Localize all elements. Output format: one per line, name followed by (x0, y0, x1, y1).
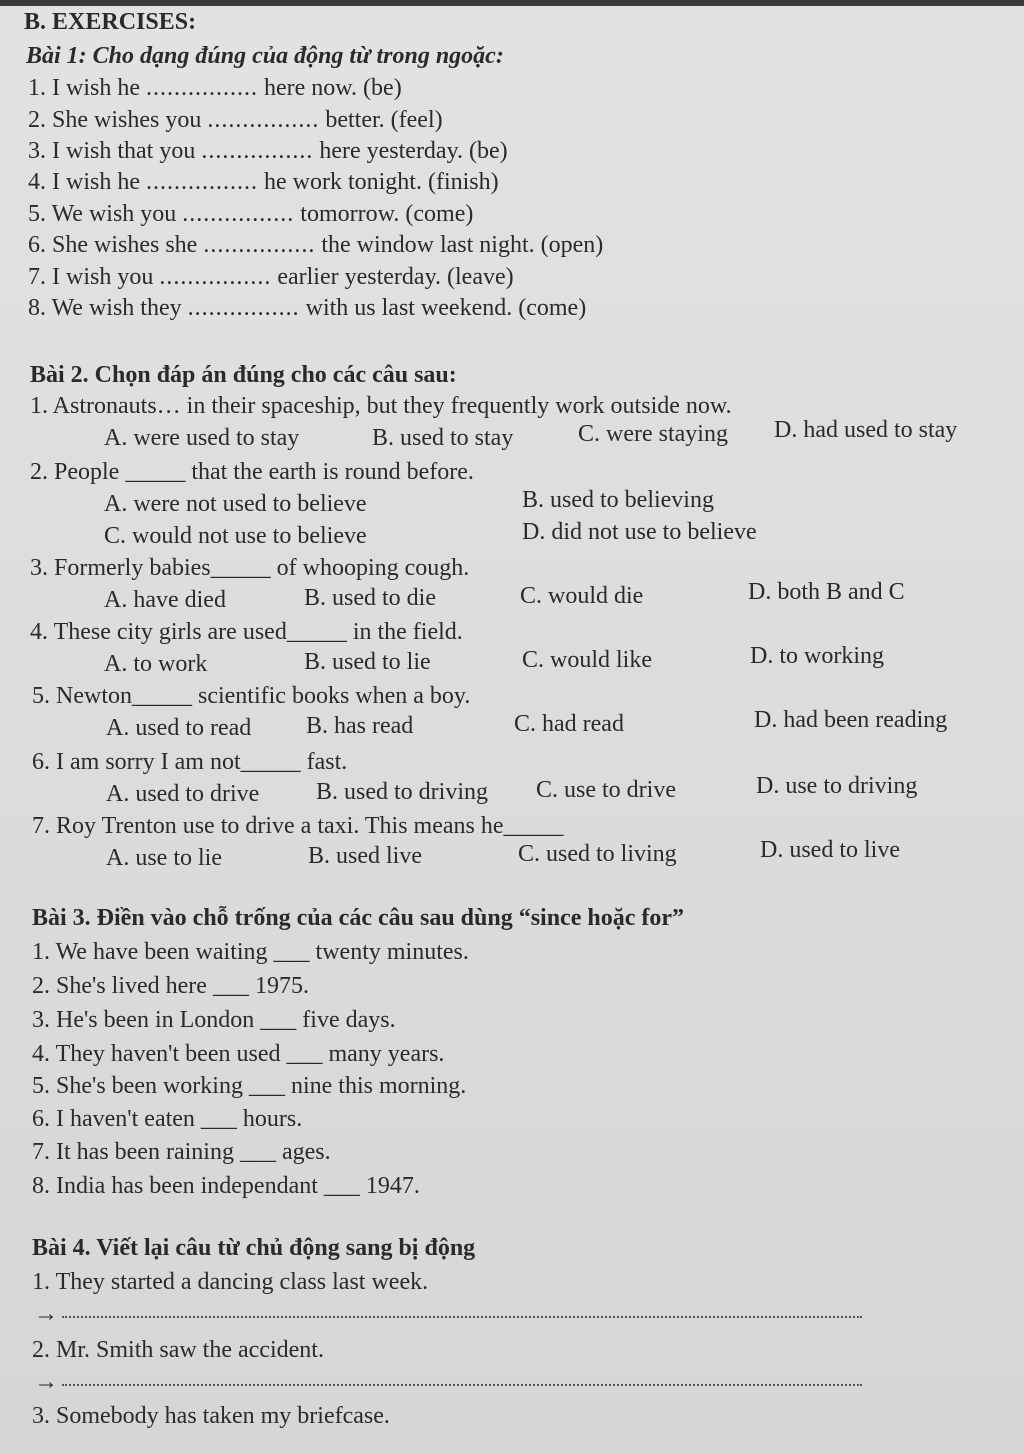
exercise-1-item: 5. We wish you ................ tomorrow. (come) (28, 201, 474, 227)
exercise-3-item: 8. India has been independant ___ 1947. (32, 1173, 420, 1199)
arrow-icon: → (34, 1369, 58, 1395)
question-stem: 3. Formerly babies_____ of whooping cough. (30, 555, 470, 581)
option-d: D. used to live (760, 837, 900, 863)
exercise-2-title: Bài 2. Chọn đáp án đúng cho các câu sau: (30, 362, 457, 388)
answer-line (62, 1384, 862, 1386)
exercise-1-item: 7. I wish you ................ earlier yesterday. (leave) (28, 264, 514, 290)
option-b: B. used live (308, 843, 422, 869)
option-d: D. had been reading (754, 707, 948, 733)
exercise-3-item: 4. They haven't been used ___ many years. (32, 1041, 445, 1067)
section-header: B. EXERCISES: (24, 9, 197, 35)
option-d: D. to working (750, 643, 884, 669)
option-d: D. use to driving (756, 773, 918, 799)
exercise-3-item: 7. It has been raining ___ ages. (32, 1139, 331, 1165)
exercise-3-title: Bài 3. Điền vào chỗ trống của các câu sau dùng “since hoặc for” (32, 905, 685, 931)
exercise-1-item: 4. I wish he ................ he work tonight. (finish) (28, 169, 499, 195)
question-stem: 7. Roy Trenton use to drive a taxi. This means he_____ (32, 813, 564, 839)
option-b: B. used to driving (316, 779, 488, 805)
option-c: C. would die (520, 583, 644, 609)
option-a: A. have died (104, 587, 226, 613)
exercise-1-item: 2. She wishes you ................ better. (feel) (28, 107, 443, 133)
exercise-4-item: 2. Mr. Smith saw the accident. (32, 1337, 324, 1363)
arrow-icon: → (34, 1301, 58, 1327)
option-c: C. were staying (578, 421, 728, 447)
exercise-1-item: 8. We wish they ................ with us last weekend. (come) (28, 295, 587, 321)
exercise-4-title: Bài 4. Viết lại câu từ chủ động sang bị động (32, 1235, 476, 1261)
question-stem: 4. These city girls are used_____ in the field. (30, 619, 463, 645)
exercise-1-title: Bài 1: Cho dạng đúng của động từ trong ngoặc: (26, 43, 504, 69)
question-stem: 6. I am sorry I am not_____ fast. (32, 749, 348, 775)
option-c: C. used to living (518, 841, 677, 867)
option-b: B. has read (306, 713, 414, 739)
option-a: A. to work (104, 651, 208, 677)
option-a: A. were not used to believe (104, 491, 367, 517)
option-c: C. would not use to believe (104, 523, 367, 549)
option-a: A. used to read (106, 715, 252, 741)
exercise-1-item: 3. I wish that you ................ here yesterday. (be) (28, 138, 508, 164)
worksheet-page (0, 6, 1024, 1454)
option-c: C. had read (514, 711, 624, 737)
exercise-4-item: 1. They started a dancing class last week. (32, 1269, 429, 1295)
exercise-3-item: 5. She's been working ___ nine this morning. (32, 1073, 467, 1099)
option-a: A. used to drive (106, 781, 260, 807)
exercise-1-item: 1. I wish he ................ here now. (be) (28, 75, 402, 101)
exercise-4-item: 3. Somebody has taken my briefcase. (32, 1403, 390, 1429)
exercise-3-item: 2. She's lived here ___ 1975. (32, 973, 309, 999)
question-stem: 1. Astronauts… in their spaceship, but they frequently work outside now. (30, 393, 732, 419)
exercise-1-item: 6. She wishes she ................ the window last night. (open) (28, 232, 604, 258)
question-stem: 2. People _____ that the earth is round before. (30, 459, 474, 485)
option-a: A. use to lie (106, 845, 222, 871)
exercise-3-item: 1. We have been waiting ___ twenty minutes. (32, 939, 469, 965)
option-b: B. used to stay (372, 425, 514, 451)
option-d: D. did not use to believe (522, 519, 757, 545)
option-b: B. used to lie (304, 649, 431, 675)
option-d: D. both B and C (748, 579, 905, 605)
option-d: D. had used to stay (774, 417, 958, 443)
option-c: C. use to drive (536, 777, 676, 803)
option-c: C. would like (522, 647, 652, 673)
exercise-3-item: 6. I haven't eaten ___ hours. (32, 1106, 303, 1132)
question-stem: 5. Newton_____ scientific books when a boy. (32, 683, 471, 709)
option-b: B. used to believing (522, 487, 714, 513)
answer-line (62, 1316, 862, 1318)
option-b: B. used to die (304, 585, 436, 611)
option-a: A. were used to stay (104, 425, 300, 451)
exercise-3-item: 3. He's been in London ___ five days. (32, 1007, 396, 1033)
